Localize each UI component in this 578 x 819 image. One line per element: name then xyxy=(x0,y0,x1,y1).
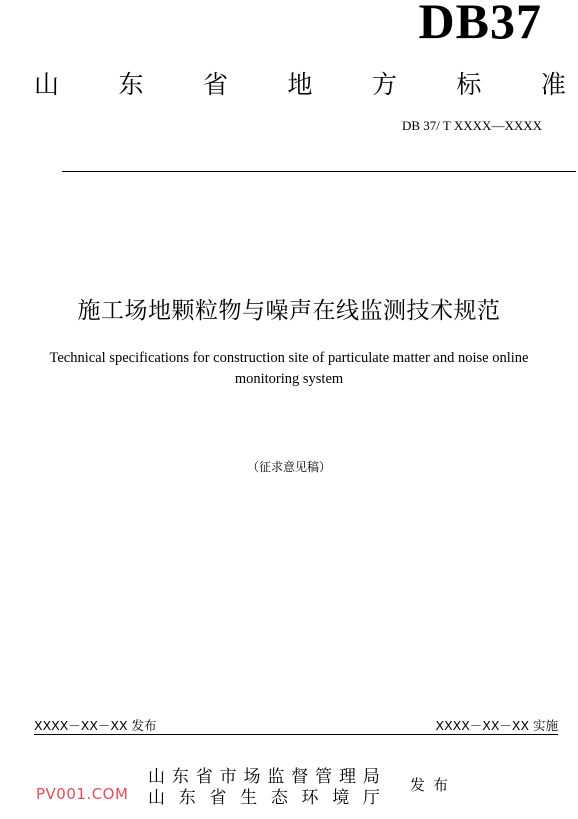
standard-type-char: 地 xyxy=(287,70,313,99)
issuer-char: 生 xyxy=(240,788,258,808)
watermark: PV001.COM xyxy=(36,785,129,803)
standard-type-char: 标 xyxy=(456,70,482,99)
publish-date: XXXX－XX－XX 发布 xyxy=(34,718,157,733)
document-title-english xyxy=(20,348,558,390)
standard-type-char: 东 xyxy=(118,70,144,99)
issuer-char: 山 xyxy=(148,767,165,787)
issuer-char: 市 xyxy=(219,767,237,787)
standard-type-char: 山 xyxy=(34,70,60,99)
issuer-char: 态 xyxy=(270,788,288,808)
draft-status: （征求意见稿） xyxy=(246,460,331,474)
title-english-line: Technical specifications for construction site of particulate matter and noise online xyxy=(49,350,529,366)
issuer-char: 山 xyxy=(148,788,165,808)
issuer-char: 环 xyxy=(301,788,319,808)
header-divider xyxy=(62,171,576,172)
standard-type-char: 准 xyxy=(540,70,566,99)
issuer-char: 局 xyxy=(362,767,380,787)
issuer-char: 厅 xyxy=(362,788,380,808)
standard-number: DB 37/ T XXXX—XXXX xyxy=(402,118,542,133)
issuer-char: 东 xyxy=(178,788,196,808)
issuer-char: 监 xyxy=(267,767,285,787)
issuer-char: 境 xyxy=(332,788,350,808)
title-english-line: monitoring system xyxy=(234,371,344,387)
issuer-char: 管 xyxy=(315,767,333,787)
issuer-char: 场 xyxy=(243,767,261,787)
document-title-chinese: 施工场地颗粒物与噪声在线监测技术规范 xyxy=(77,298,501,324)
standard-code: DB37 xyxy=(418,0,542,49)
issuer-char: 督 xyxy=(291,767,309,787)
issuer-ecology-environment xyxy=(148,783,380,808)
standard-type xyxy=(34,66,566,100)
issuer-char: 东 xyxy=(171,767,189,787)
issuer-char: 省 xyxy=(195,767,213,787)
footer-divider xyxy=(34,734,558,735)
effective-date: XXXX－XX－XX 实施 xyxy=(435,718,558,733)
standard-type-char: 方 xyxy=(371,70,397,99)
standard-type-char: 省 xyxy=(202,70,228,99)
issuer-char: 省 xyxy=(209,788,227,808)
issue-label: 发布 xyxy=(410,776,457,794)
issuer-char: 理 xyxy=(339,767,356,787)
